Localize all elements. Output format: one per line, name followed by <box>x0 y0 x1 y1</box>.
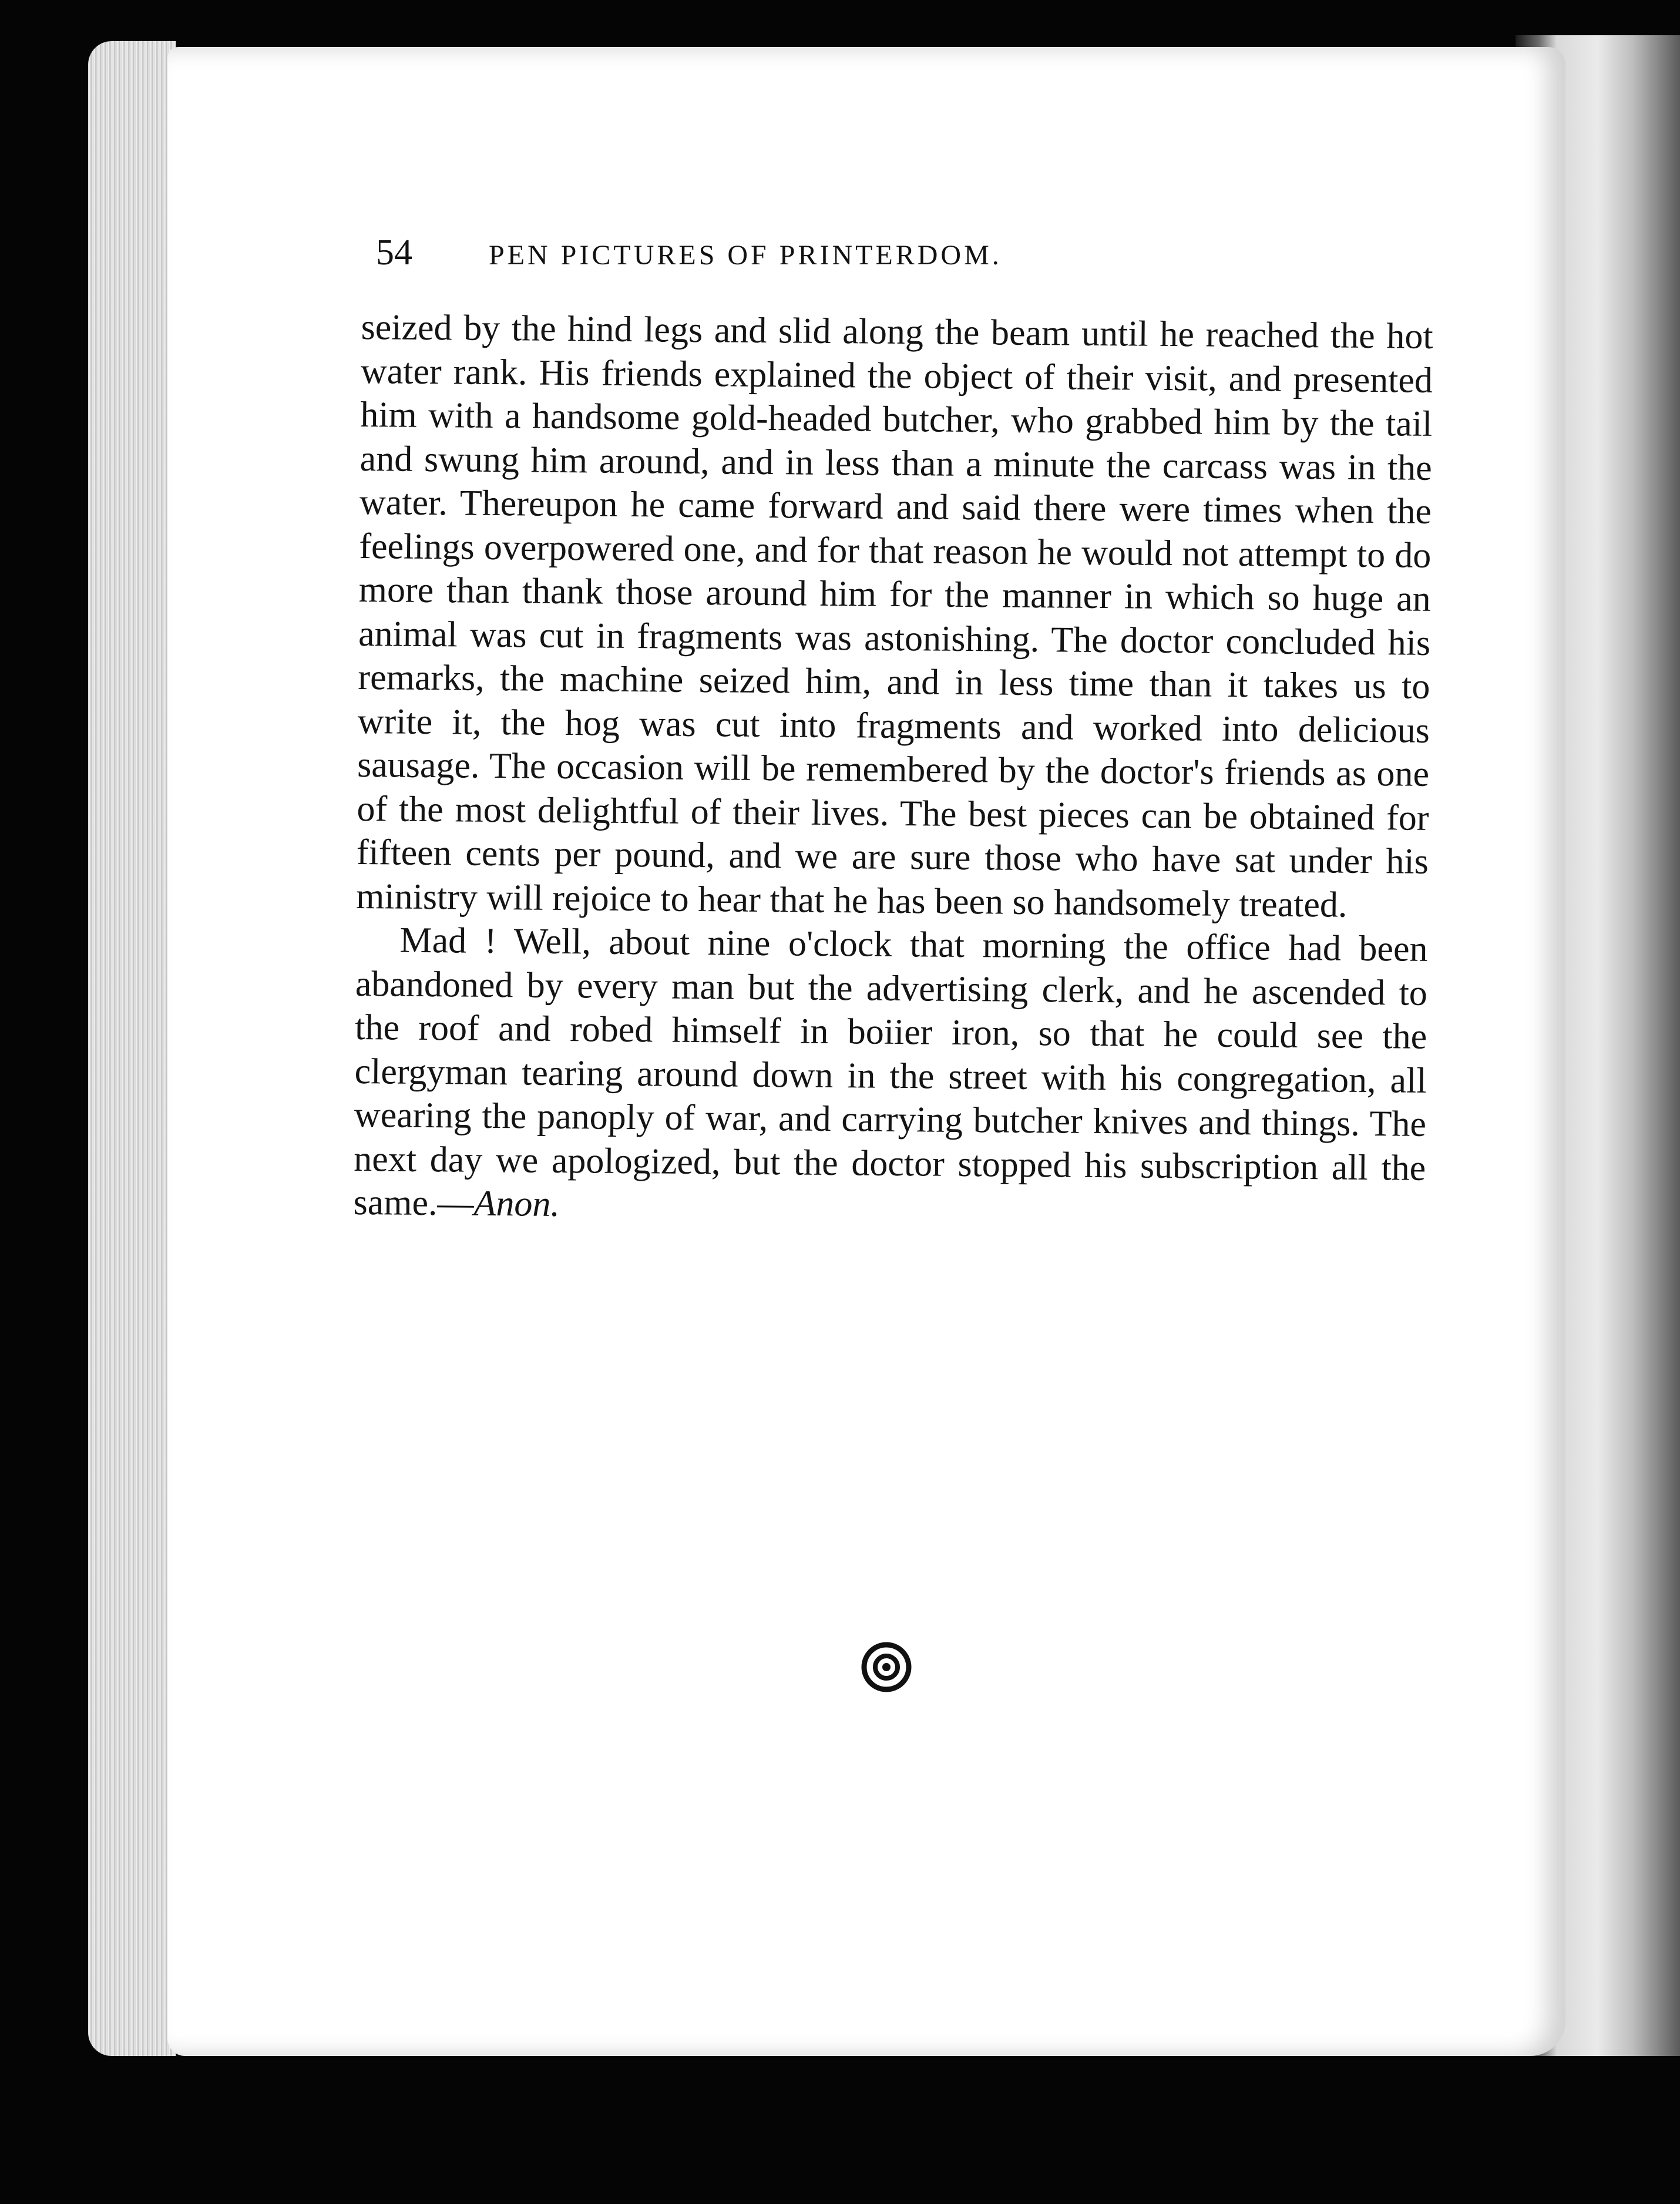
paragraph-2-text: Mad ! Well, about nine o'clock that morning the office had been abandoned by every man but the advertising clerk, and he ascended to the roof and robed himself in boiier iron, so that he could see the clergyman tearing around down in the street with his congregation, all wearing the panoply of war, and carrying butcher knives and things. The next day we apologized, but the doctor stopped his subscription all the same.— <box>353 920 1428 1224</box>
page-stack-edge <box>88 41 176 2056</box>
attribution: Anon. <box>473 1183 560 1225</box>
running-title: PEN PICTURES OF PRINTERDOM. <box>489 240 1002 271</box>
paragraph-1: seized by the hind legs and slid along the beam until he reached the hot water rank. His friends explained the object of their visit, and presented him with a handsome gold-headed butcher, who grabbed him by the tail and swung him around, and in less than a minute the carcass was in the water. Thereupon he came forward and said there were times when the feelings overpowered one, and for that reason he would not attempt to do more than thank those around him for the manner in which so huge an animal was cut in fragments was astonishing. The doctor concluded his remarks, the machine seized him, and in less time than it takes us to write it, the hog was cut into fragments and worked into delicious sausage. The occasion will be remembered by the doctor's friends as one of the most delightful of their lives. The best pieces can be obtained for fifteen cents per pound, and we are sure those who have sat under his ministry will rejoice to hear that he has been so handsomely treated. <box>355 307 1433 925</box>
body-text <box>353 305 1433 1234</box>
paragraph-2 <box>353 918 1427 1234</box>
concentric-circle-ornament-icon <box>861 1642 912 1692</box>
running-head <box>376 232 1198 279</box>
page-number: 54 <box>376 233 412 273</box>
